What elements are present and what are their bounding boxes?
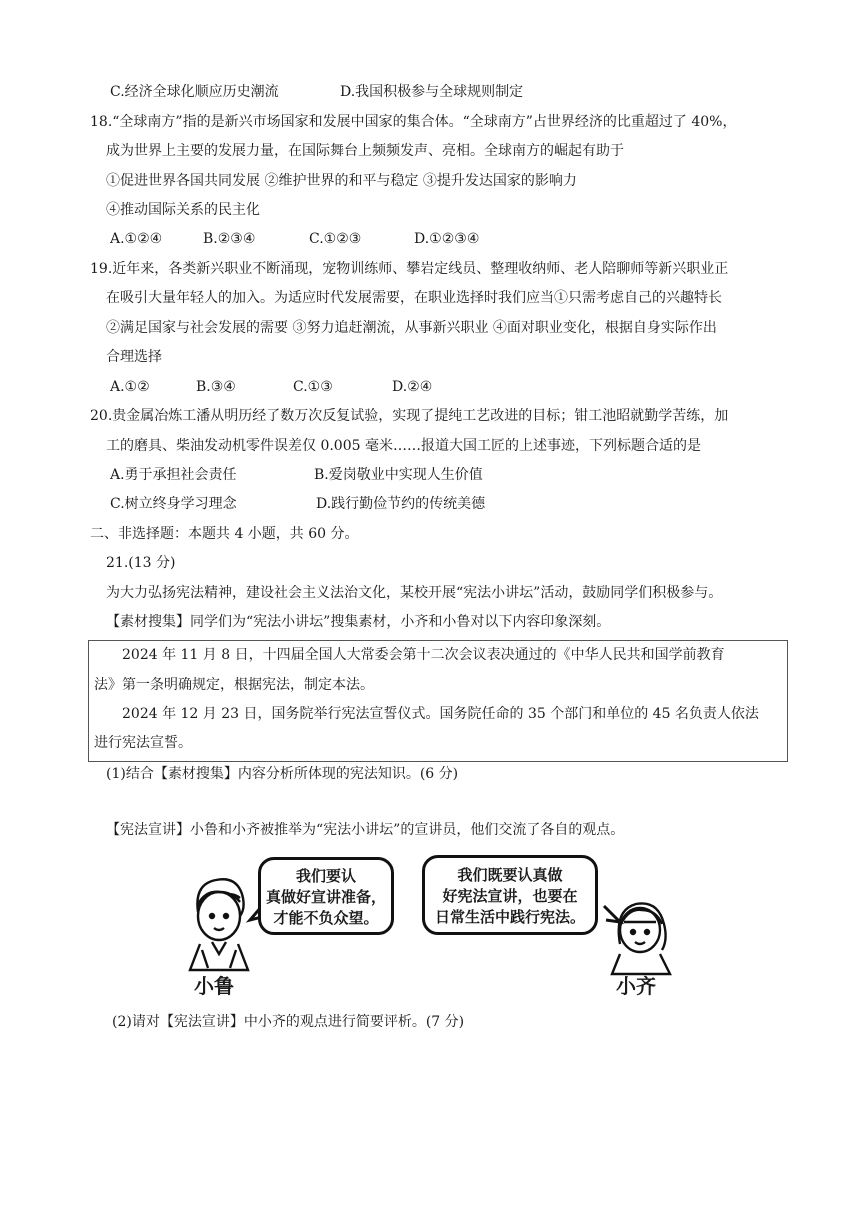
q21-sub2: (2)请对【宪法宣讲】中小齐的观点进行简要评析。(7 分) [112,1014,465,1030]
xiaoqi-figure [612,903,670,974]
material-p2-line2: 进行宪法宣誓。 [94,735,192,751]
xiaolu-speech-line2: 真做好宣讲准备， [265,888,386,906]
q19-stem-line3: ②满足国家与社会发展的需要 ③努力追赶潮流，从事新兴职业 ④面对职业变化，根据自身实际作出 [106,320,717,336]
q19-stem-line4: 合理选择 [106,349,162,365]
xiaoqi-speech-line3: 日常生活中践行宪法。 [434,908,585,926]
xiaoqi-speech-line2: 好宪法宣讲，也要在 [442,887,578,905]
xiaoqi-speech-line1: 我们既要认真做 [457,866,563,884]
q18-option-c: C.①②③ [309,231,362,247]
xiaolu-figure [190,879,248,970]
q21-sub1: (1)结合【素材搜集】内容分析所体现的宪法知识。(6 分) [106,766,459,782]
xiaolu-speech-bubble [258,857,394,935]
q18-option-d: D.①②③④ [414,231,480,247]
q17-option-d: D.我国积极参与全球规则制定 [340,84,524,100]
xiaoqi-name: 小齐 [616,974,656,998]
q18-stem-line2: 成为世界上主要的发展力量，在国际舞台上频频发声、亮相。全球南方的崛起有助于 [106,143,624,159]
q19-option-c: C.①③ [293,379,333,395]
q18-option-b: B.②③④ [203,231,256,247]
q19-option-d: D.②④ [392,379,433,395]
material-p1-line1: 2024 年 11 月 8 日，十四届全国人大常委会第十二次会议表决通过的《中华人民共和国学前教育 [122,647,725,663]
q20-option-a: A.勇于承担社会责任 [110,467,237,483]
xiaolu-name: 小鲁 [194,974,234,998]
q21-material-intro: 【素材搜集】同学们为“宪法小讲坛”搜集素材，小齐和小鲁对以下内容印象深刻。 [106,614,611,630]
q21-number: 21.(13 分) [106,555,176,571]
q20-option-d: D.践行勤俭节约的传统美德 [316,496,486,512]
q17-option-c: C.经济全球化顺应历史潮流 [110,84,279,100]
xiaoqi-bubble-tail [604,906,620,922]
q19-option-b: B.③④ [196,379,236,395]
q19-stem-line1: 19.近年来，各类新兴职业不断涌现，宠物训练师、攀岩定线员、整理收纳师、老人陪聊师等新兴职业正 [90,261,729,277]
q20-stem-line1: 20.贵金属冶炼工潘从明历经了数万次反复试验，实现了提纯工艺改进的目标；钳工池昭就勤学苦练，加 [90,408,729,424]
material-p2-line1: 2024 年 12 月 23 日，国务院举行宪法宣誓仪式。国务院任命的 35 个部门和单位的 45 名负责人依法 [122,706,759,722]
q18-items-line2: ④推动国际关系的民主化 [106,202,260,218]
material-p1-line2: 法》第一条明确规定，根据宪法，制定本法。 [94,677,374,693]
q20-stem-line2: 工的磨具、柴油发动机零件误差仅 0.005 毫米……报道大国工匠的上述事迹，下列标题合适的是 [106,438,701,454]
q21-lecture-intro: 【宪法宣讲】小鲁和小齐被推举为“宪法小讲坛”的宣讲员，他们交流了各自的观点。 [106,822,625,838]
xiaolu-speech-line1: 我们要认 [295,867,356,885]
q18-items-line1: ①促进世界各国共同发展 ②维护世界的和平与稳定 ③提升发达国家的影响力 [106,173,577,189]
q19-option-a: A.①② [110,379,150,395]
xiaoqi-speech-bubble [422,855,598,935]
q18-stem-line1: 18.“全球南方”指的是新兴市场国家和发展中国家的集合体。“全球南方”占世界经济的比重超过了 40%， [90,114,737,130]
q20-option-b: B.爱岗敬业中实现人生价值 [314,467,483,483]
xiaolu-speech-line3: 才能不负众望。 [273,909,379,927]
q20-option-c: C.树立终身学习理念 [110,496,237,512]
section2-heading: 二、非选择题：本题共 4 小题，共 60 分。 [90,526,359,542]
q21-intro: 为大力弘扬宪法精神，建设社会主义法治文化，某校开展“宪法小讲坛”活动，鼓励同学们积极参与。 [106,585,723,601]
q18-option-a: A.①②④ [110,231,163,247]
q19-stem-line2: 在吸引大量年轻人的加入。为适应时代发展需要，在职业选择时我们应当①只需考虑自己的兴趣特长 [106,290,722,306]
